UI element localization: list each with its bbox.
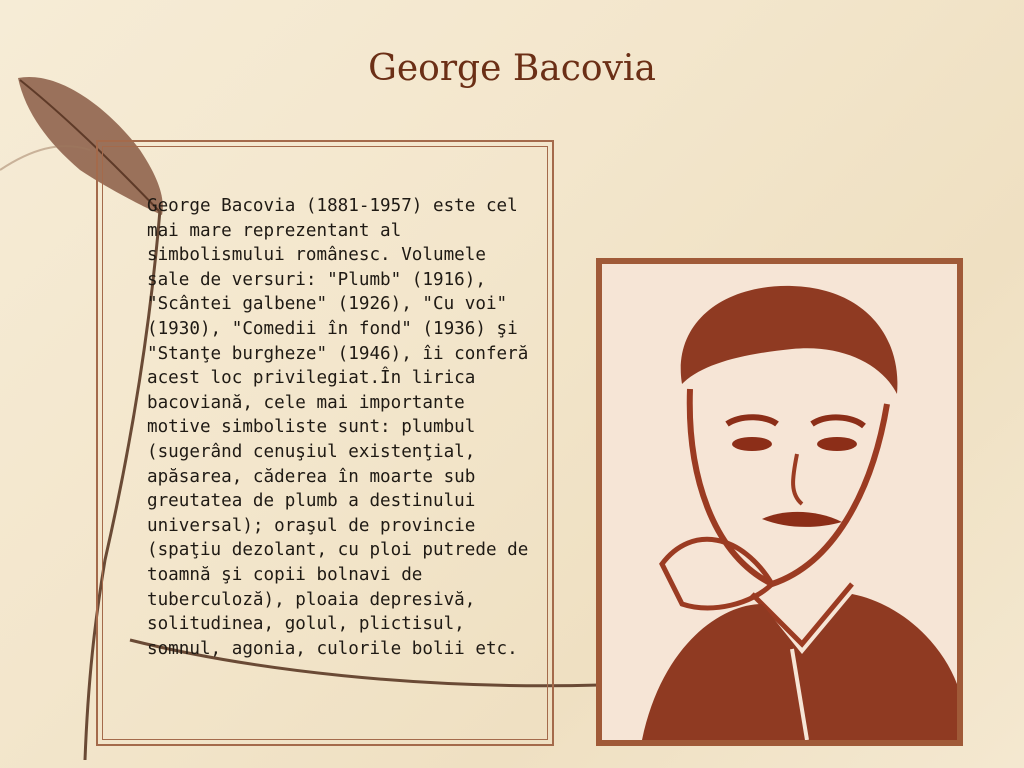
portrait-photo bbox=[596, 258, 963, 746]
biography-text: George Bacovia (1881-1957) este cel mai mare reprezentant al simbolismului românesc. Volumele sale de versuri: "Plumb" (1916), "Scântei galbene" (1926), "Cu voi" (1930), "Comedii în fond" (1936) şi "Stanţe burgheze" (1946), îi conferă acest loc privilegiat.În lirica bacoviană, cele mai importante motive simboliste sunt: plumbul (sugerând cenuşiul existenţial, apăsarea, căderea în moarte sub greutatea de plumb a destinului universal); oraşul de provincie (spaţiu dezolant, cu ploi putrede de toamnă şi copii bolnavi de tuberculoză), ploaia depresivă, solitudinea, golul, plictisul, somnul, agonia, culorile bolii etc. bbox=[147, 196, 529, 659]
slide-title: George Bacovia bbox=[368, 48, 656, 89]
